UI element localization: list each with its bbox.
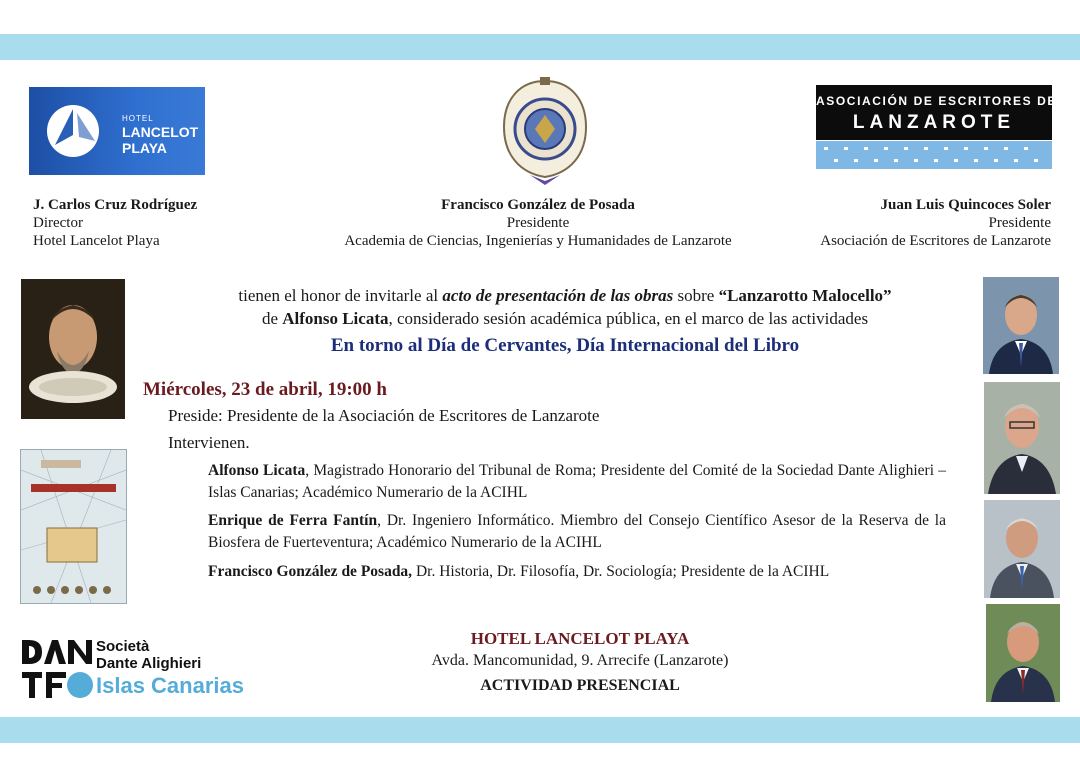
asociacion-escritores-logo (816, 85, 1058, 169)
host-org: Asociación de Escritores de Lanzarote (820, 233, 1051, 249)
event-date: Miércoles, 23 de abril, 19:00 h (143, 379, 387, 400)
person-photo-icon (983, 277, 1059, 374)
speaker-description: , Magistrado Honorario del Tribunal de Roma; Presidente del Comité de la Sociedad Dante Alighieri – Islas Canarias; Académico Numerario de la ACIHL (208, 462, 946, 501)
host-name: Juan Luis Quincoces Soler (880, 197, 1051, 213)
host-org: Academia de Ciencias, Ingenierías y Humanidades de Lanzarote (344, 233, 732, 249)
invitation-act: acto de presentación de las obras (442, 286, 674, 305)
book-cover-icon (21, 450, 126, 603)
invitation-text: tienen el honor de invitarle al (238, 286, 443, 305)
hotel-logo-line3: PLAYA (122, 140, 167, 156)
book-title: “Lanzarotto Malocello” (718, 286, 892, 305)
host-hotel-director (33, 196, 197, 250)
speaker-description: , Dr. Ingeniero Informático. Miembro del Consejo Científico Asesor de la Reserva de la Biosfera de Fuerteventura; Académico Numerario de la ACIHL (208, 512, 946, 551)
asociacion-logo-stripe-icon (816, 141, 1052, 169)
host-asociacion-president (820, 196, 1051, 250)
academy-seal-icon (500, 77, 590, 189)
person-photo-icon (984, 500, 1060, 598)
hotel-logo-line2: LANCELOT (122, 124, 199, 140)
speaker-photo-1 (983, 277, 1059, 374)
intervienen-label: Intervienen. (168, 433, 250, 452)
host-role: Presidente (506, 215, 570, 231)
cervantes-portrait-icon (21, 279, 125, 419)
invitation-line-1 (150, 285, 980, 307)
speaker-entry (208, 460, 946, 504)
speaker-name: Alfonso Licata (208, 462, 306, 479)
top-band (0, 34, 1080, 60)
host-academy-president (300, 196, 776, 250)
bottom-band (0, 717, 1080, 743)
invitation-line-2 (150, 308, 980, 330)
host-role: Presidente (988, 215, 1051, 231)
asociacion-logo-line1: ASOCIACIÓN DE ESCRITORES DE (816, 94, 1058, 108)
venue-address: Avda. Mancomunidad, 9. Arrecife (Lanzarote) (431, 652, 729, 669)
host-name: Francisco González de Posada (441, 197, 635, 213)
preside-line: Preside: Presidente de la Asociación de Escritores de Lanzarote (168, 406, 600, 425)
asociacion-logo-line2: LANZAROTE (852, 112, 1016, 133)
hotel-logo-mark-icon (43, 101, 103, 161)
invitation-text: , considerado sesión académica pública, en el marco de las actividades (388, 309, 869, 328)
book-cover-lanzarotto-malocello (20, 449, 127, 604)
speaker-name: Enrique de Ferra Fantín (208, 512, 378, 529)
invitation-text: de (261, 309, 283, 328)
cervantes-portrait (21, 279, 125, 419)
dante-logo-line2: Dante Alighieri (96, 655, 202, 672)
speaker-entry (208, 510, 946, 554)
speaker-photo-3 (984, 500, 1060, 598)
speaker-entry (208, 561, 946, 583)
host-org: Hotel Lancelot Playa (33, 233, 160, 249)
speaker-description: Dr. Historia, Dr. Filosofía, Dr. Sociología; Presidente de la ACIHL (412, 563, 830, 580)
host-role: Director (33, 215, 83, 231)
hotel-lancelot-logo (29, 87, 205, 175)
venue-name: HOTEL LANCELOT PLAYA (470, 629, 690, 648)
dante-logo-mark-icon (22, 638, 94, 700)
activity-mode: ACTIVIDAD PRESENCIAL (480, 677, 680, 694)
speaker-photo-4 (986, 604, 1060, 702)
person-photo-icon (986, 604, 1060, 702)
event-heading: En torno al Día de Cervantes, Día Internacional del Libro (330, 335, 800, 356)
invitation-text: sobre (673, 286, 719, 305)
dante-logo-line1: Società (96, 638, 150, 655)
person-photo-icon (984, 382, 1060, 494)
speaker-name: Francisco González de Posada, (208, 563, 413, 580)
dante-logo-line3: Islas Canarias (96, 673, 244, 698)
author-name: Alfonso Licata (282, 309, 389, 328)
dante-alighieri-logo (22, 638, 252, 700)
hotel-logo-line1: HOTEL (122, 114, 154, 123)
host-name: J. Carlos Cruz Rodríguez (33, 197, 198, 213)
speaker-photo-2 (984, 382, 1060, 494)
